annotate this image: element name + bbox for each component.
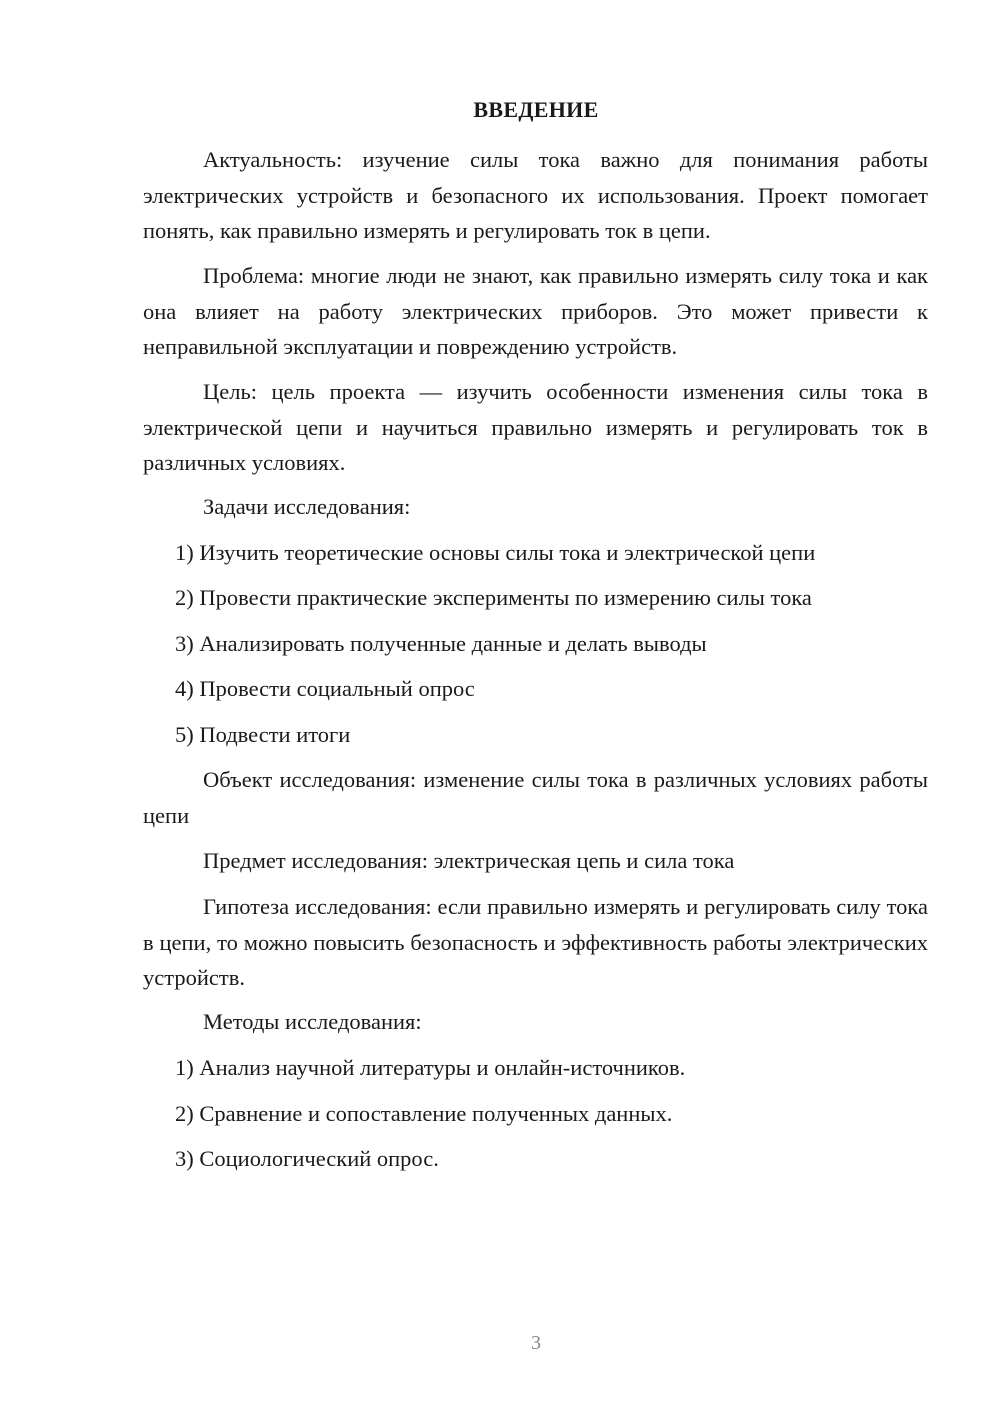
object-paragraph: Объект исследования: изменение силы тока в различных условиях работы цепи — [143, 767, 928, 828]
method-item: 2) Сравнение и сопоставление полученных данных. — [175, 1101, 673, 1126]
problem-paragraph: Проблема: многие люди не знают, как правильно измерять силу тока и как она влияет на работу электрических приборов. Это может привести к неправильной эксплуатации и повреждению устройств. — [143, 263, 928, 359]
page-title: ВВЕДЕНИЕ — [473, 97, 599, 122]
task-item: 3) Анализировать полученные данные и делать выводы — [175, 631, 707, 656]
page-number: 3 — [531, 1332, 541, 1354]
hypothesis-paragraph: Гипотеза исследования: если правильно измерять и регулировать силу тока в цепи, то можно повысить безопасность и эффективность работы электрических устройств. — [143, 894, 928, 990]
task-item: 2) Провести практические эксперименты по измерению силы тока — [175, 585, 812, 610]
goal-paragraph: Цель: цель проекта — изучить особенности изменения силы тока в электрической цепи и научиться правильно измерять и регулировать ток в различных условиях. — [143, 379, 928, 475]
task-item: 1) Изучить теоретические основы силы тока и электрической цепи — [175, 540, 816, 565]
relevance-paragraph: Актуальность: изучение силы тока важно для понимания работы электрических устройств и безопасного их использования. Проект помогает понять, как правильно измерять и регулировать ток в цепи. — [143, 147, 928, 243]
subject-paragraph: Предмет исследования: электрическая цепь и сила тока — [203, 848, 735, 873]
task-item: 5) Подвести итоги — [175, 722, 351, 747]
method-item: 1) Анализ научной литературы и онлайн-источников. — [175, 1055, 686, 1080]
methods-heading: Методы исследования: — [203, 1009, 422, 1034]
method-item: 3) Социологический опрос. — [175, 1146, 439, 1171]
task-item: 4) Провести социальный опрос — [175, 676, 475, 701]
tasks-heading: Задачи исследования: — [203, 494, 411, 519]
